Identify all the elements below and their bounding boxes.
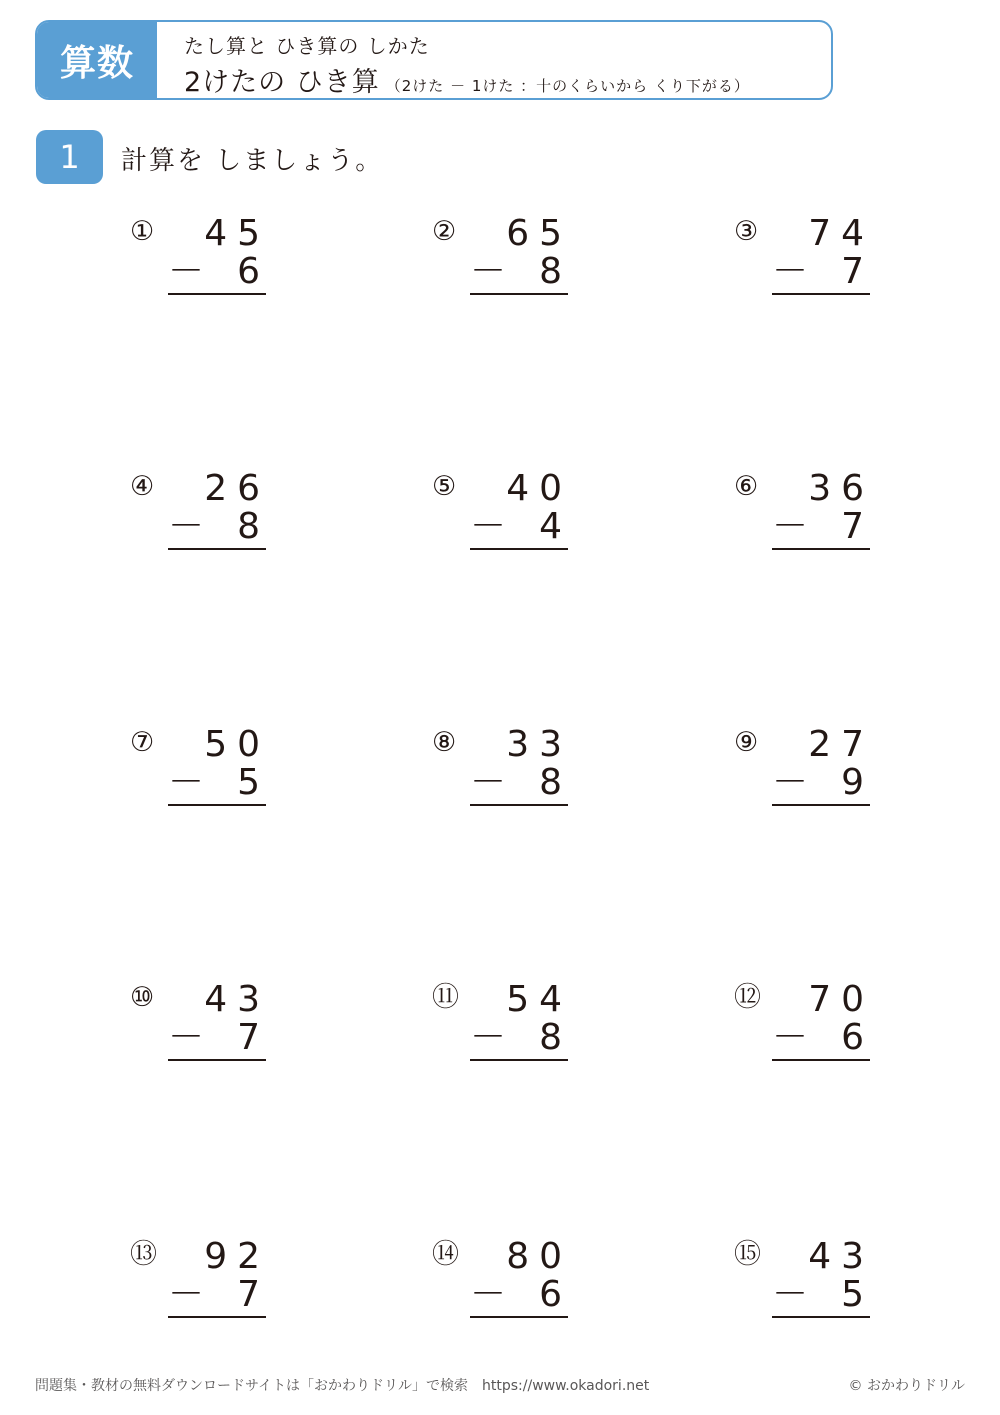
problem-8	[432, 724, 572, 807]
minuend: 43	[808, 1236, 874, 1277]
answer-line	[772, 293, 870, 295]
minus-sign: －	[168, 506, 205, 547]
subtrahend: 9	[841, 762, 864, 803]
problem-number: ⑮	[734, 1239, 761, 1270]
minus-sign: －	[470, 1274, 507, 1315]
minuend: 36	[808, 468, 874, 509]
minus-sign: －	[168, 1274, 205, 1315]
answer-line	[168, 1059, 266, 1061]
answer-line	[168, 1316, 266, 1318]
problem-number: ⑪	[432, 982, 459, 1013]
subtrahend: 5	[841, 1274, 864, 1315]
section-number-badge: 1	[36, 130, 103, 184]
answer-line	[168, 804, 266, 806]
minuend: 43	[204, 979, 270, 1020]
problem-number: ⑩	[130, 982, 155, 1013]
problem-12	[734, 979, 874, 1062]
subtrahend: 4	[539, 506, 562, 547]
minuend: 80	[506, 1236, 572, 1277]
problem-number: ⑭	[432, 1239, 459, 1270]
subtrahend: 8	[539, 1017, 562, 1058]
answer-line	[470, 1316, 568, 1318]
minus-sign: －	[168, 1017, 205, 1058]
problem-number: ⑨	[734, 727, 759, 758]
answer-line	[470, 293, 568, 295]
header-title-row	[184, 60, 750, 99]
minus-sign: －	[772, 506, 809, 547]
problem-1	[130, 213, 270, 296]
minuend: 65	[506, 213, 572, 254]
minus-sign: －	[772, 762, 809, 803]
problem-13	[130, 1236, 270, 1319]
subtrahend: 7	[237, 1274, 260, 1315]
minus-sign: －	[470, 251, 507, 292]
subtrahend: 5	[237, 762, 260, 803]
page-title: 2けたの ひき算	[184, 67, 380, 98]
problem-number: ③	[734, 216, 759, 247]
header-box	[35, 20, 833, 100]
subtrahend: 6	[841, 1017, 864, 1058]
subtrahend: 8	[237, 506, 260, 547]
problem-7	[130, 724, 270, 807]
problem-3	[734, 213, 874, 296]
answer-line	[772, 548, 870, 550]
instruction-text: 計算を しましょう。	[121, 146, 384, 176]
problem-number: ①	[130, 216, 155, 247]
problem-number: ⑧	[432, 727, 457, 758]
minuend: 33	[506, 724, 572, 765]
problem-number: ⑥	[734, 471, 759, 502]
answer-line	[772, 1059, 870, 1061]
minus-sign: －	[168, 762, 205, 803]
minuend: 50	[204, 724, 270, 765]
minus-sign: －	[470, 1017, 507, 1058]
subtrahend: 8	[539, 251, 562, 292]
minuend: 27	[808, 724, 874, 765]
problem-5	[432, 468, 572, 551]
minus-sign: －	[772, 1017, 809, 1058]
header-subtitle: たし算と ひき算の しかた	[184, 34, 430, 58]
minuend: 26	[204, 468, 270, 509]
title-note: （2けた － 1けた ：十のくらいから くり下がる）	[385, 77, 750, 95]
answer-line	[168, 548, 266, 550]
minus-sign: －	[772, 251, 809, 292]
answer-line	[470, 1059, 568, 1061]
subtrahend: 7	[841, 251, 864, 292]
problem-number: ⑬	[130, 1239, 157, 1270]
problem-9	[734, 724, 874, 807]
problem-15	[734, 1236, 874, 1319]
minuend: 45	[204, 213, 270, 254]
subtrahend: 6	[237, 251, 260, 292]
minuend: 70	[808, 979, 874, 1020]
answer-line	[772, 1316, 870, 1318]
problem-number: ⑫	[734, 982, 761, 1013]
problem-number: ⑦	[130, 727, 155, 758]
subtrahend: 7	[841, 506, 864, 547]
minuend: 74	[808, 213, 874, 254]
minuend: 54	[506, 979, 572, 1020]
problem-10	[130, 979, 270, 1062]
minus-sign: －	[772, 1274, 809, 1315]
minus-sign: －	[470, 762, 507, 803]
problem-number: ④	[130, 471, 155, 502]
problem-number: ②	[432, 216, 457, 247]
answer-line	[470, 548, 568, 550]
minus-sign: －	[168, 251, 205, 292]
problem-11	[432, 979, 572, 1062]
footer-site-info: 問題集・教材の無料ダウンロードサイトは「おかわりドリル」で検索 https://www.okadori.net	[35, 1378, 650, 1394]
minus-sign: －	[470, 506, 507, 547]
minuend: 92	[204, 1236, 270, 1277]
minuend: 40	[506, 468, 572, 509]
footer-copyright: © おかわりドリル	[848, 1378, 965, 1394]
answer-line	[772, 804, 870, 806]
subtrahend: 8	[539, 762, 562, 803]
subject-badge: 算数	[37, 22, 157, 98]
problem-4	[130, 468, 270, 551]
problem-14	[432, 1236, 572, 1319]
subtrahend: 6	[539, 1274, 562, 1315]
problem-2	[432, 213, 572, 296]
problem-number: ⑤	[432, 471, 457, 502]
problem-6	[734, 468, 874, 551]
answer-line	[470, 804, 568, 806]
subtrahend: 7	[237, 1017, 260, 1058]
answer-line	[168, 293, 266, 295]
